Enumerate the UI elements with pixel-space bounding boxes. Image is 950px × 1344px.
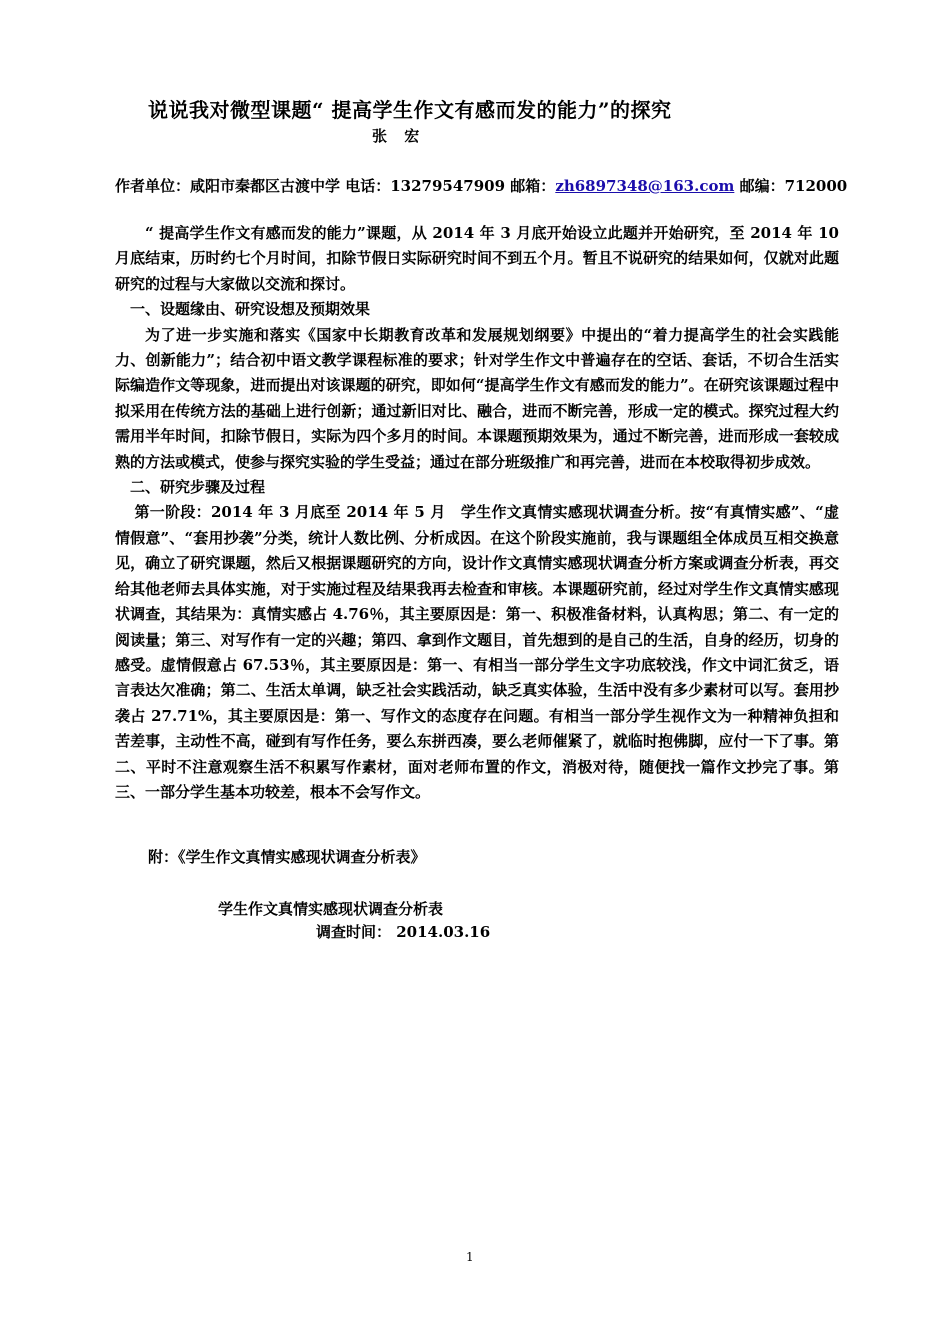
appendix-note: 附：《学生作文真情实感现状调查分析表》 xyxy=(148,848,426,866)
table-title: 学生作文真情实感现状调查分析表 xyxy=(218,900,444,918)
author-name: 张 宏 xyxy=(372,127,426,145)
phone-label: 电话：13279547909 xyxy=(345,177,506,195)
page-number: 1 xyxy=(466,1250,474,1264)
article-body xyxy=(115,221,839,805)
author-info-line xyxy=(115,175,847,196)
intro-paragraph: “ 提高学生作文有感而发的能力”课题，从 2014 年 3 月底开始设立此题并开始研究，至 2014 年 10 月底结束，历时约七个月时间，扣除节假日实际研究时间不到五个月。暂且不说研究的结果如何，仅就对此题研究的过程与大家做以交流和探讨。 xyxy=(115,224,839,293)
zip-label: 邮编：712000 xyxy=(739,177,848,195)
page-title: 说说我对微型课题“ 提高学生作文有感而发的能力”的探究 xyxy=(148,98,672,122)
email-label: 邮箱： xyxy=(510,177,556,195)
section-2-paragraph: 第一阶段：2014 年 3 月底至 2014 年 5 月 学生作文真情实感现状调查分析。按“有真情实感”、“虚情假意”、“套用抄袭”分类，统计人数比例、分析成因。在这个阶段实施前，我与课题组全体成员互相交换意见，确立了研究课题，然后又根据课题研究的方向，设计作文真情实感现状调查分析方案或调查分析表，再交给其他老师去具体实施，对于实施过程及结果我再去检查和审核。本课题研究前，经过对学生作文真情实感现状调查，其结果为：真情实感占 4.76％，其主要原因是：第一、积极准备材料，认真构思；第二、有一定的阅读量；第三、对写作有一定的兴趣；第四、拿到作文题目，首先想到的是自己的生活，自身的经历，切身的感受。虚情假意占 67.53％，其主要原因是：第一、有相当一部分学生文字功底较浅，作文中词汇贫乏，语言表达欠准确；第二、生活太单调，缺乏社会实践活动，缺乏真实体验，生活中没有多少素材可以写。套用抄袭占 27.71%，其主要原因是：第一、写作文的态度存在问题。有相当一部分学生视作文为一种精神负担和苦差事，主动性不高，碰到有写作任务，要么东拼西凑，要么老师催紧了，就临时抱佛脚，应付一下了事。第二、平时不注意观察生活不积累写作素材，面对老师布置的作文，消极对待，随便找一篇作文抄完了事。第三、一部分学生基本功较差，根本不会写作文。 xyxy=(115,503,839,801)
table-date: 调查时间： 2014.03.16 xyxy=(316,923,491,941)
unit-label: 作者单位：咸阳市秦都区古渡中学 xyxy=(115,177,341,195)
section-heading-1: 一、设题缘由、研究设想及预期效果 xyxy=(130,300,371,319)
section-1-paragraph: 为了进一步实施和落实《国家中长期教育改革和发展规划纲要》中提出的“着力提高学生的社会实践能力、创新能力”；结合初中语文教学课程标准的要求；针对学生作文中普遍存在的空话、套话，不切合生活实际编造作文等现象，进而提出对该课题的研究，即如何“提高学生作文有感而发的能力”。在研究该课题过程中拟采用在传统方法的基础上进行创新；通过新旧对比、融合，进而不断完善，形成一定的模式。探究过程大约需用半年时间，扣除节假日，实际为四个多月的时间。本课题预期效果为，通过不断完善，进而形成一套较成熟的方法或模式，使参与探究实验的学生受益；通过在部分班级推广和再完善，进而在本校取得初步成效。 xyxy=(115,325,839,471)
section-heading-2: 二、研究步骤及过程 xyxy=(130,478,266,497)
email-link[interactable]: zh6897348@163.com xyxy=(555,177,735,195)
